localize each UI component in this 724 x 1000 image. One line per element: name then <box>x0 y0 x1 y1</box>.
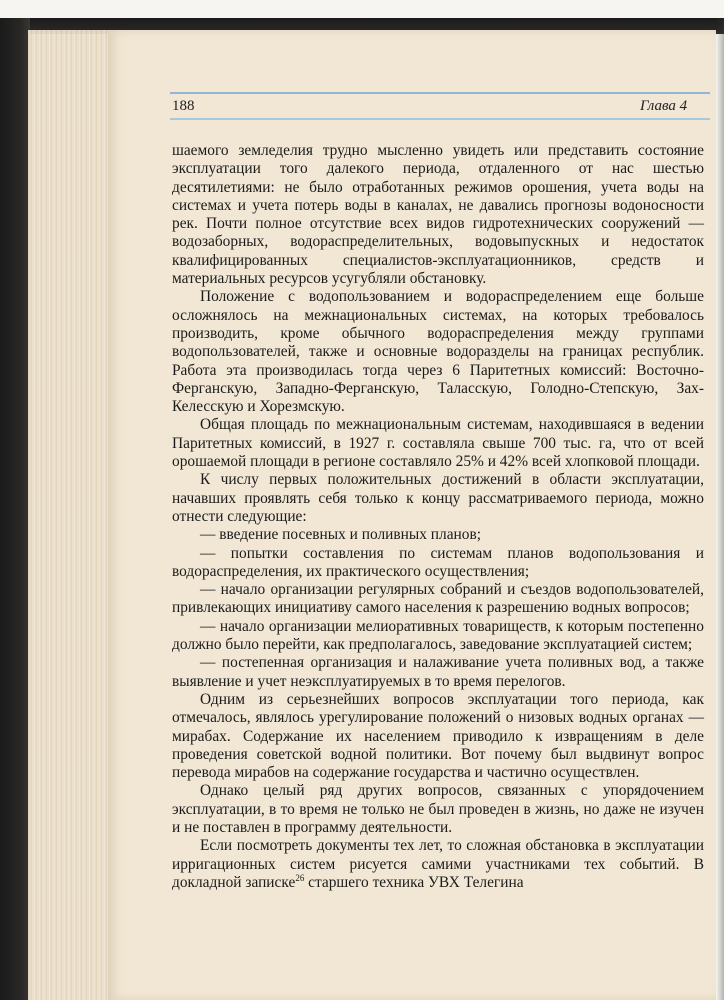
list-item: — попытки составления по системам планов водопользования и водораспределения, их практического осуществления; <box>172 544 704 580</box>
running-head: Глава 4 <box>640 98 688 114</box>
page-right-shadow <box>716 18 724 1000</box>
list-item: — введение посевных и поливных планов; <box>200 526 482 544</box>
paragraph: Положение с водопользованием и водораспределением еще больше осложнялось на межнациональных системах, на которых требовалось производить, кроме обычного водораспределения между группами водопользователей, также и основные водоразделы на границах республик. Работа эта производилась тогда через 6 Паритетных комиссий: Восточно-Ферганскую, Западно-Ферганскую, Таласскую, Голодно-Степскую, Зах-Келесскую и Хорезмскую. <box>172 288 704 416</box>
paragraph-text: старшего техника УВХ Телегина <box>304 873 524 891</box>
paragraph: Общая площадь по межнациональным системам, находившаяся в ведении Паритетных комиссий, в 1927 г. составляла свыше 700 тыс. га, что от всей орошаемой площади в регионе составляло 25% и 42% всей хлопковой площади. <box>172 416 704 471</box>
footnote-marker: 26 <box>295 872 305 883</box>
page-number: 188 <box>172 98 195 114</box>
paragraph: шаемого земледелия трудно мысленно увидеть или представить состояние эксплуатации того далекого периода, отдаленного от нас шестью десятилетиями: не было отработанных режимов орошения, учета воды на системах и учета потерь воды в каналах, не давались прогнозы водоносности рек. Почти полное отсутствие всех видов гидротехнических сооружений — водозаборных, водораспределительных, водовыпускных и недостаток квалифицированных специалистов-эксплуатационников, средств и материальных ресурсов усугубляли обстановку. <box>172 142 704 288</box>
book-page-edges <box>28 30 120 1000</box>
paragraph: Одним из серьезнейших вопросов эксплуатации того периода, как отмечалось, являлось урегулирование положений о низовых водных органах — мирабах. Содержание их населением приводило к извращениям в деле проведения советской водной политики. Вот почему был выдвинут вопрос перевода мирабов на содержание государства и частично осуществлен. <box>172 690 704 782</box>
paragraph <box>172 837 704 892</box>
paragraph-text: Если посмотреть документы тех лет, то сложная обстановка в эксплуатации ирригационных систем рисуется самими участниками тех событий. В докладной записке <box>172 837 704 891</box>
header-rule-bottom <box>170 118 710 120</box>
paragraph: Однако целый ряд других вопросов, связанных с упорядочением эксплуатации, в то время не только не был проведен в жизнь, но даже не изучен и не поставлен в программу деятельности. <box>172 782 704 836</box>
list-item: — начало организации регулярных собраний и съездов водопользователей, привлекающих инициативу самого населения к разрешению водных вопросов; <box>172 581 704 617</box>
header-rule-top <box>170 92 710 94</box>
scanner-left-shadow <box>0 18 30 1000</box>
list-item: — начало организации мелиоративных товариществ, к которым постепенно должно было перейти, как предполагалось, заведование эксплуатацией систем; <box>172 617 704 654</box>
list-item: — постепенная организация и налаживание учета поливных вод, а также выявление и учет неэксплуатируемых в то время перелогов. <box>172 654 704 690</box>
paragraph: К числу первых положительных достижений в области эксплуатации, начавших проявлять себя только к концу рассматриваемого периода, можно отнести следующие: <box>172 471 704 525</box>
body-text <box>172 142 704 892</box>
